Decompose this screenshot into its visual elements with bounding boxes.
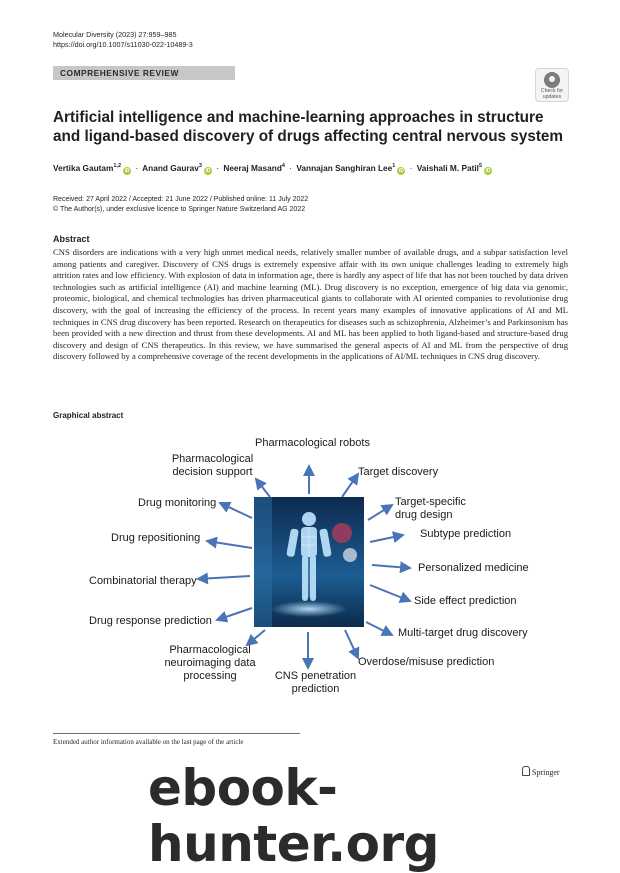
label-multi-target-drug-discovery: Multi-target drug discovery [398, 627, 528, 639]
author-affiliation: 1,2 [113, 163, 122, 169]
label-pharmacological-neuroimaging: Pharmacological neuroimaging data processing [164, 644, 256, 682]
category-label: COMPREHENSIVE REVIEW [60, 68, 179, 78]
author-affiliation: 1 [392, 163, 396, 169]
label-drug-monitoring: Drug monitoring [138, 497, 217, 509]
author-affiliation: 3 [198, 163, 202, 169]
label-subtype-prediction: Subtype prediction [420, 528, 512, 540]
author-list: Vertika Gautam$^{1,2}$iD · Anand Gaurav$^3$iD · Neeraj Masand$^4$ · Vannajan Sanghiran Lee$^1$iD · Vaishali M. Patil$^5$iD [53, 163, 491, 174]
human-figure-image [254, 497, 364, 627]
graphical-abstract-heading: Graphical abstract [53, 411, 124, 420]
arrow-drug-monitoring [220, 503, 252, 518]
label-side-effect-prediction: Side effect prediction [414, 595, 517, 607]
orcid-icon[interactable]: iD [398, 168, 404, 174]
arrow-subtype [370, 535, 403, 542]
article-title: Artificial intelligence and machine-learning approaches in structure and ligand-based discovery of drugs affecting central nervous system [53, 109, 564, 145]
doi-link[interactable]: https://doi.org/10.1007/s11030-022-10489-3 [53, 40, 193, 49]
arrow-personalized [372, 565, 410, 568]
copyright-line: © The Author(s), under exclusive licence to Springer Nature Switzerland AG 2022 [53, 205, 306, 213]
author-name[interactable]: Vaishali M. Patil [416, 163, 479, 173]
publisher-name: Springer [532, 768, 560, 777]
footnote-divider [53, 733, 300, 734]
human-figure-icon [254, 497, 364, 627]
arrow-side-effect [370, 585, 410, 601]
orcid-icon[interactable]: iD [124, 168, 130, 174]
orcid-icon[interactable]: iD [205, 168, 211, 174]
label-personalized-medicine: Personalized medicine [418, 562, 529, 574]
journal-citation: Molecular Diversity (2023) 27:959–985 [53, 30, 177, 39]
author-name[interactable]: Anand Gaurav [142, 163, 199, 173]
label-target-discovery: Target discovery [358, 466, 439, 478]
watermark: ebook-hunter.org [148, 759, 439, 873]
footnote: Extended author information available on the last page of the article [53, 738, 244, 746]
author-affiliation: 4 [281, 163, 285, 169]
label-cns-penetration-prediction: CNS penetration prediction [274, 670, 357, 695]
label-target-specific-drug-design: Target-specific drug design [395, 496, 466, 521]
label-pharmacological-robots: Pharmacological robots [255, 437, 370, 449]
label-pharmacological-decision-support: Pharmacological decision support [171, 453, 254, 478]
orcid-icon[interactable]: iD [485, 168, 491, 174]
arrow-neuroimaging [247, 630, 265, 645]
label-combinatorial-therapy: Combinatorial therapy [89, 575, 197, 587]
arrow-multi-target [366, 622, 392, 635]
author-name[interactable]: Vertika Gautam [53, 163, 114, 173]
label-drug-response-prediction: Drug response prediction [89, 615, 212, 627]
author-affiliation: 5 [478, 163, 483, 169]
arrow-pharm-decision [256, 479, 270, 497]
arrow-combinatorial [198, 576, 250, 579]
arrow-target-discovery [342, 474, 358, 497]
abstract-body: CNS disorders are indications with a very high unmet medical needs, relatively smaller number of available drugs, and a subpar satisfaction level among patients and caregiver. Discovery of CNS drugs is extremely expensive affair with its own unique challenges leading to extremely high attrition rates and low efficiency. With explosion of data in information age, there is hardly any aspect of life that has not been touched by data driven technologies such as artificial intelligence (AI) and machine learning (ML). Drug discovery is no exception, emergence of big data via genomic, proteomic, biological, and chemical technologies has driven pharmaceutical giants to collaborate with AI oriented companies to revolutionise drug discovery, with the goal of increasing the efficiency of the process. In recent years many examples of innovative applications of AI and ML techniques in CNS drug discovery has been reported. Research on therapeutics for diseases such as schizophrenia, Alzheimer’s and Parkinsonism has been provided with a new direction and thrust from these developments. AI and ML has been applied to both ligand-based and structure-based drug discovery and design of CNS therapeutics. In this review, we have summarised the general aspects of AI and ML from the perspective of drug discovery followed by a comprehensive coverage of the recent developments in the applications of AI/ML techniques in CNS drug discovery. [53, 247, 568, 362]
check-for-updates-label: Check for updates [540, 88, 564, 100]
arrow-overdose [345, 630, 358, 658]
label-drug-repositioning: Drug repositioning [111, 532, 201, 544]
abstract-heading: Abstract [53, 234, 90, 244]
author-name[interactable]: Neeraj Masand [223, 163, 282, 173]
label-overdose-misuse-prediction: Overdose/misuse prediction [358, 656, 495, 668]
dates-line: Received: 27 April 2022 / Accepted: 21 June 2022 / Published online: 11 July 2022 [53, 196, 309, 203]
arrow-drug-repositioning [207, 541, 252, 548]
arrow-drug-response [217, 608, 252, 620]
author-name[interactable]: Vannajan Sanghiran Lee [296, 163, 393, 173]
arrow-target-specific [368, 505, 392, 520]
